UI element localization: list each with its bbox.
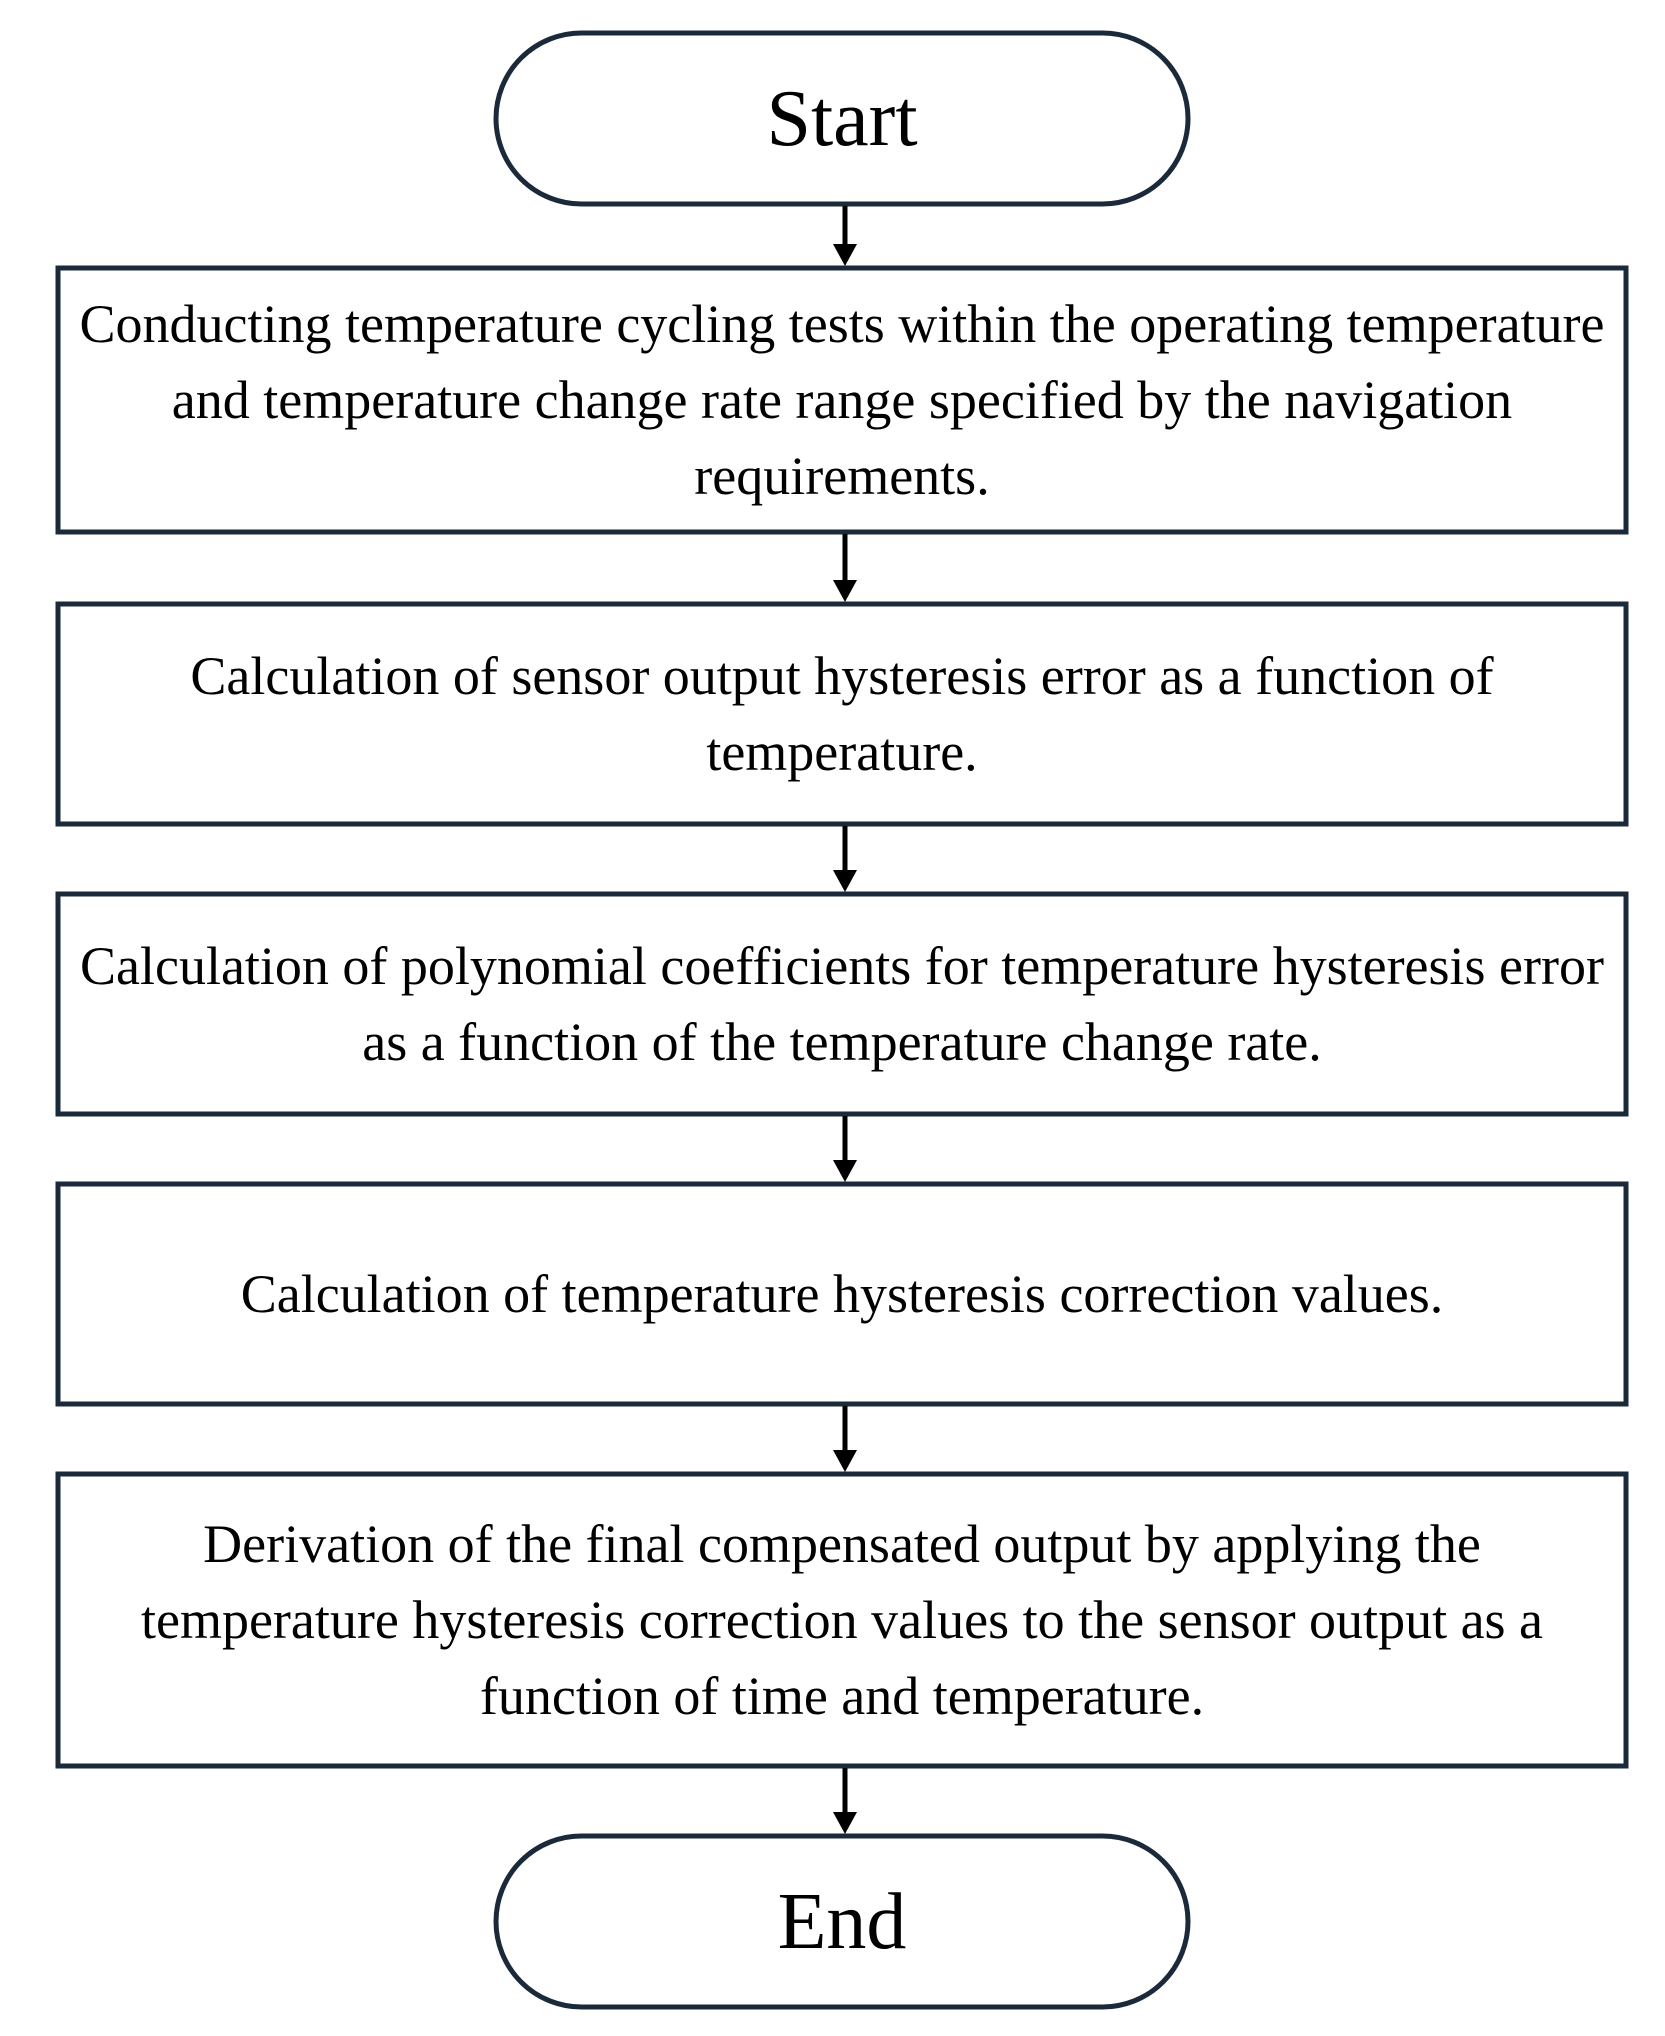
connector-start-to-step-1 (833, 206, 857, 266)
process-step-3-label: Calculation of polynomial coefficients for temperature hysteresis error as a function of the temperature change rate. (80, 936, 1604, 1072)
end-terminal-label: End (777, 1877, 907, 1966)
process-step-5-label: Derivation of the final compensated output by applying the temperature hysteresis correction values to the sensor output as a function of time and temperature. (140, 1514, 1544, 1726)
connector-step-2-to-step-3 (833, 826, 857, 892)
start-terminal-label: Start (766, 74, 918, 163)
connector-step-5-to-end (833, 1768, 857, 1834)
process-step-2-label: Calculation of sensor output hysteresis error as a function of temperature. (190, 646, 1494, 782)
process-step-4-label: Calculation of temperature hysteresis correction values. (240, 1264, 1444, 1324)
connector-step-3-to-step-4 (833, 1116, 857, 1182)
connector-step-1-to-step-2 (833, 534, 857, 602)
process-step-1-label: Conducting temperature cycling tests within the operating temperature and temperature change rate range specified by the navigation requirements. (79, 294, 1605, 506)
connector-step-4-to-step-5 (833, 1406, 857, 1472)
